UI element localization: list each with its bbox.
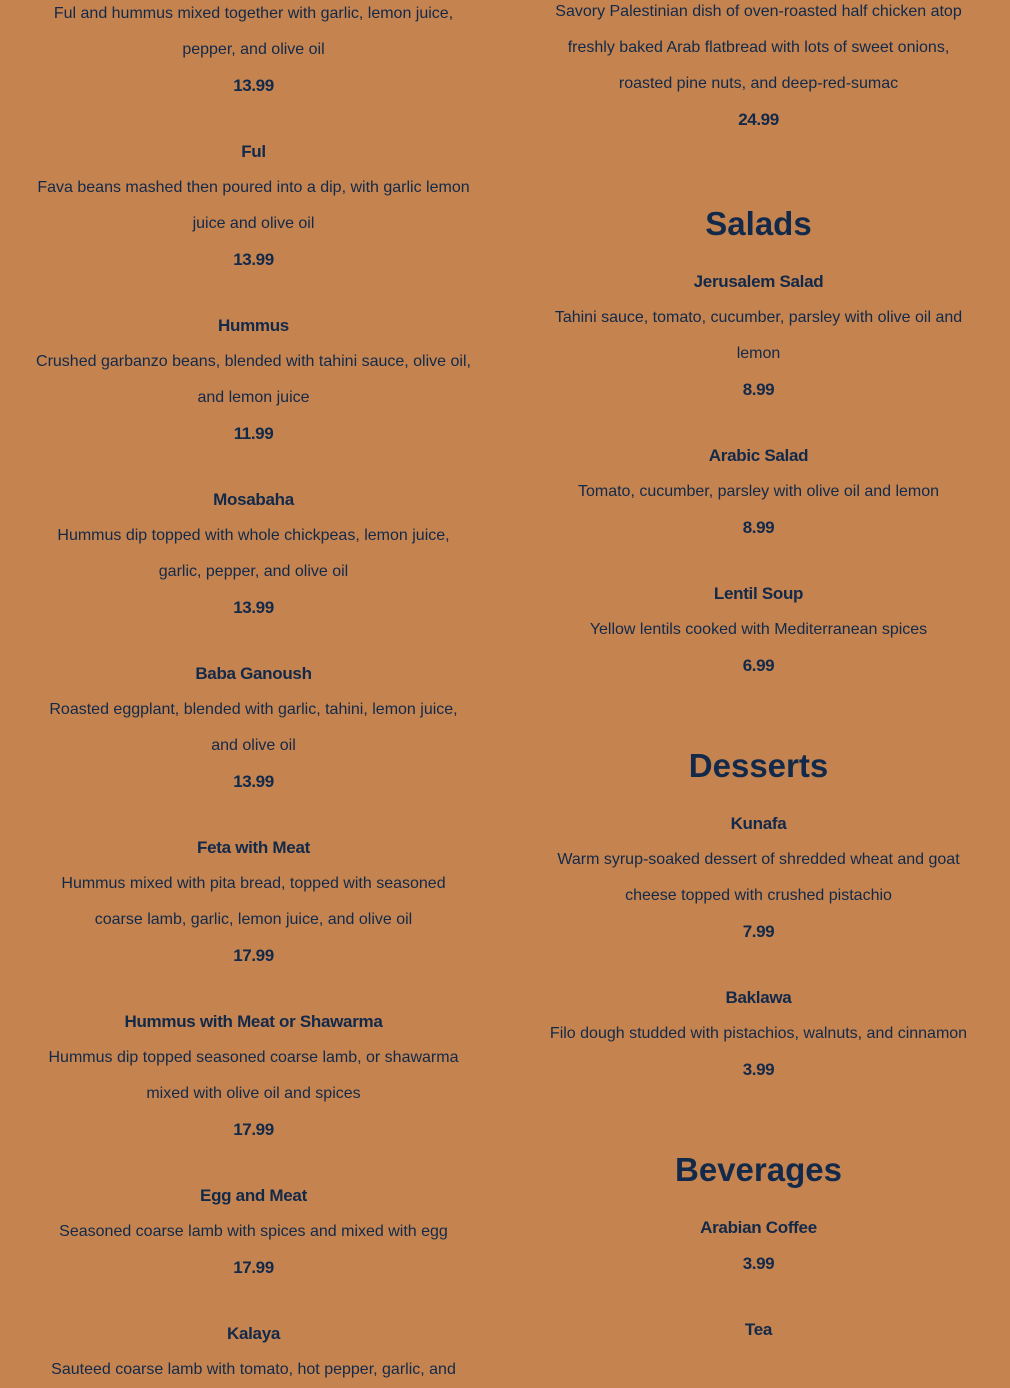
item-description: Warm syrup-soaked dessert of shredded wheat and goat cheese topped with crushed pistachio — [557, 851, 960, 904]
item-description: Tahini sauce, tomato, cucumber, parsley with olive oil and lemon — [554, 309, 963, 362]
section-title-beverages: Beverages — [675, 1151, 842, 1188]
menu-item-kalaya — [0, 1316, 507, 1388]
item-description: Crushed garbanzo beans, blended with tahini sauce, olive oil, and lemon juice — [36, 353, 471, 406]
menu-item-jerusalem-salad — [507, 264, 1010, 408]
item-name: Lentil Soup — [713, 584, 804, 603]
item-price: 3.99 — [742, 1254, 775, 1273]
item-name: Feta with Meat — [197, 838, 310, 857]
item-price: 13.99 — [233, 598, 274, 617]
menu-item-musakhan-partial — [507, 0, 1010, 138]
item-description: Seasoned coarse lamb with spices and mixed with egg — [59, 1223, 448, 1240]
item-name: Kalaya — [226, 1324, 281, 1343]
item-name: Baklawa — [725, 988, 792, 1007]
item-price: 8.99 — [742, 380, 775, 399]
menu-item-baba-ganoush — [0, 656, 507, 800]
item-description: Hummus mixed with pita bread, topped with seasoned coarse lamb, garlic, lemon juice, and olive oil — [61, 875, 446, 928]
menu-item-egg-and-meat — [0, 1178, 507, 1286]
item-description: Hummus dip topped seasoned coarse lamb, or shawarma mixed with olive oil and spices — [48, 1049, 459, 1102]
menu-item-ful — [0, 134, 507, 278]
menu-item-feta-with-meat — [0, 830, 507, 974]
item-price: 8.99 — [742, 518, 775, 537]
item-price: 17.99 — [233, 1120, 274, 1139]
menu-item-kunafa — [507, 806, 1010, 950]
menu-item-arabian-coffee — [507, 1210, 1010, 1282]
item-description: Yellow lentils cooked with Mediterranean spices — [589, 621, 928, 638]
item-name: Mosabaha — [213, 490, 294, 509]
item-description: Sauteed coarse lamb with tomato, hot pepper, garlic, and — [51, 1361, 456, 1378]
menu-item-tea — [507, 1312, 1010, 1348]
item-name: Hummus with Meat or Shawarma — [124, 1012, 383, 1031]
item-description: Tomato, cucumber, parsley with olive oil and lemon — [577, 483, 940, 500]
item-name: Baba Ganoush — [195, 664, 312, 683]
menu-item-lentil-soup — [507, 576, 1010, 684]
menu-item-baklawa — [507, 980, 1010, 1088]
menu-item-hummus — [0, 308, 507, 452]
item-name: Arabic Salad — [708, 446, 809, 465]
section-title-desserts: Desserts — [688, 747, 829, 784]
menu-item-arabic-salad — [507, 438, 1010, 546]
item-description: Roasted eggplant, blended with garlic, tahini, lemon juice, and olive oil — [49, 701, 458, 754]
item-price: 24.99 — [738, 110, 779, 129]
item-name: Egg and Meat — [200, 1186, 307, 1205]
item-description: Hummus dip topped with whole chickpeas, lemon juice, garlic, pepper, and olive oil — [57, 527, 450, 580]
section-title-salads: Salads — [705, 205, 812, 242]
item-name: Ful — [241, 142, 266, 161]
item-price: 3.99 — [742, 1060, 775, 1079]
item-name: Jerusalem Salad — [693, 272, 824, 291]
item-name: Hummus — [218, 316, 289, 335]
menu-item-hummus-with-meat — [0, 1004, 507, 1148]
right-column — [507, 0, 1010, 1348]
item-price: 6.99 — [742, 656, 775, 675]
menu-item-mosabaha — [0, 482, 507, 626]
item-price: 17.99 — [233, 1258, 274, 1277]
item-price: 7.99 — [742, 922, 775, 941]
item-description: Ful and hummus mixed together with garlic, lemon juice, pepper, and olive oil — [53, 5, 454, 58]
item-description: Filo dough studded with pistachios, walnuts, and cinnamon — [549, 1025, 968, 1042]
item-price: 13.99 — [233, 250, 274, 269]
item-price: 13.99 — [233, 76, 274, 95]
item-description: Fava beans mashed then poured into a dip, with garlic lemon juice and olive oil — [37, 179, 470, 232]
item-name: Tea — [744, 1320, 773, 1339]
item-name: Arabian Coffee — [700, 1218, 817, 1237]
item-description: Savory Palestinian dish of oven-roasted half chicken atop freshly baked Arab flatbread with lots of sweet onions, roasted pine nuts, and deep-red-sumac — [555, 3, 962, 92]
menu-item-ful-and-hummus — [0, 0, 507, 104]
item-price: 13.99 — [233, 772, 274, 791]
item-price: 17.99 — [233, 946, 274, 965]
item-price: 11.99 — [233, 424, 274, 443]
item-name: Kunafa — [730, 814, 787, 833]
